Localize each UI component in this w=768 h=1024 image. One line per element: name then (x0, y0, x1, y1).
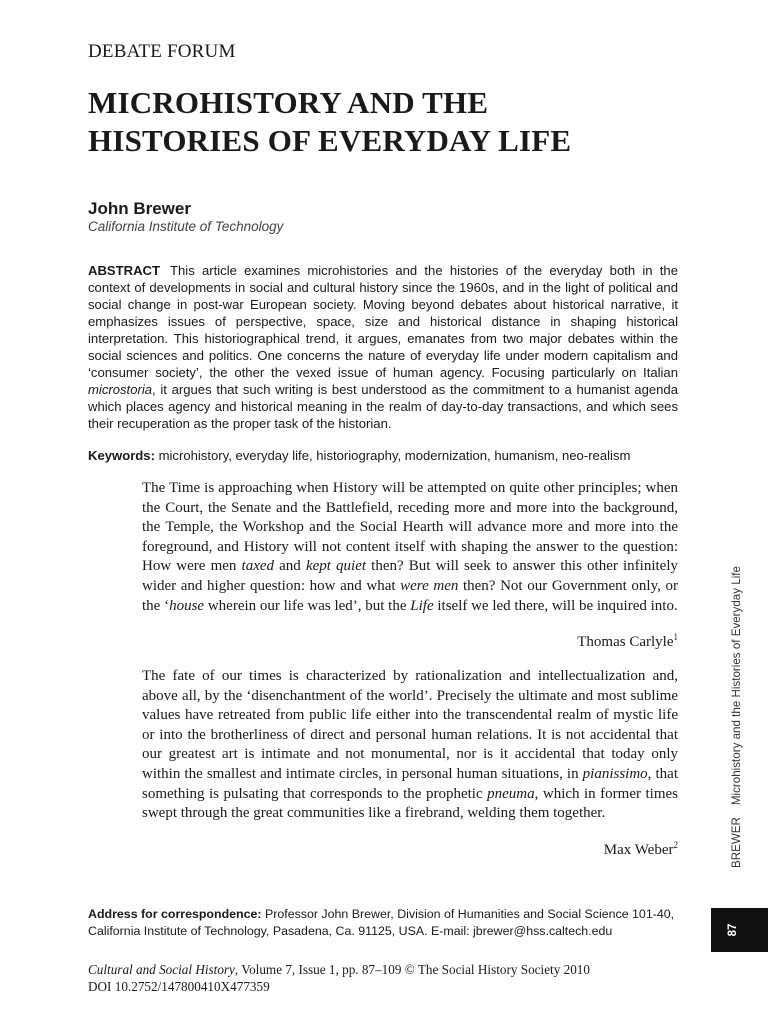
quote-text: then? Not our Government only, or the ‘ (142, 577, 678, 614)
page-number: 87 (727, 923, 739, 937)
title-line-2: HISTORIES OF EVERYDAY LIFE (88, 123, 572, 158)
quote-italic: Life (410, 597, 434, 614)
abstract-label: ABSTRACT (88, 263, 161, 278)
epigraph-attribution-weber (604, 842, 678, 859)
epigraph-carlyle (142, 479, 678, 616)
quote-italic: taxed (241, 558, 275, 575)
quote-text: and (274, 558, 306, 575)
quote-text: wherein our life was led’, but the (204, 597, 411, 614)
quote-text: then? But will seek to answer this other infinitely wider and higher question: how and what (142, 558, 678, 594)
title-line-1: MICROHISTORY AND THE (88, 85, 489, 120)
section-label: DEBATE FORUM (88, 41, 236, 62)
attribution-name: Thomas Carlyle (577, 634, 674, 650)
quote-text: , that something is pulsating that corresponds to the prophetic (142, 765, 678, 802)
author-affiliation: California Institute of Technology (88, 219, 284, 234)
abstract (88, 262, 678, 432)
doi: DOI 10.2752/147800410X477359 (88, 978, 270, 994)
quote-text: The Time is approaching when History will be attempted on quite other principles; when the Court, the Senate and the Battlefield, receding more and more into the background, the Temple, the Workshop and the Social Hearth will advance more and more into the foreground, and History will not content itself with shaping the answer to the question: How were men (142, 480, 678, 575)
article-title (88, 84, 688, 160)
citation-line (88, 962, 688, 979)
quote-text: itself we led there, will be inquired into. (433, 597, 678, 614)
running-head-author: BREWER (730, 817, 743, 868)
correspondence-label: Address for correspondence: (88, 907, 262, 921)
quote-text: , which in former times swept through the great communities like a firebrand, welding them together. (142, 785, 678, 822)
abstract-text-end: , it argues that such writing is best understood as the commitment to a humanist agenda which places agency and historical meaning in the realm of day-to-day transactions, and which sees their recuperation as the proper task of the historian. (88, 382, 678, 431)
quote-italic: pianissimo (582, 765, 648, 782)
attribution-name: Max Weber (603, 842, 674, 858)
epigraph-attribution-carlyle (577, 634, 678, 651)
keywords (88, 448, 688, 463)
running-head (728, 568, 746, 868)
epigraph-weber (142, 667, 678, 824)
running-head-title: Microhistory and the Histories of Everyday Life (730, 566, 743, 806)
author-name: John Brewer (88, 199, 191, 218)
footnote-ref[interactable]: 2 (673, 840, 678, 850)
correspondence-text: Professor John Brewer, Division of Humanities and Social Science 101-40, California Institute of Technology, Pasadena, Ca. 91125, USA. E-mail: jbrewer@hss.caltech.edu (88, 907, 675, 938)
quote-text: The fate of our times is characterized by rationalization and intellectualization and, above all, by the ‘disenchantment of the world’. Precisely the ultimate and most sublime values have retreated from public life either into the transcendental realm of mystic life or into the brotherliness of direct and personal human relations. It is not accidental that our greatest art is intimate and not monumental, nor is it accidental that today only within the smallest and intimate circles, in personal human situations, in (142, 668, 678, 782)
journal-name: Cultural and Social History (88, 962, 235, 977)
footnote-ref[interactable]: 1 (673, 632, 678, 642)
abstract-text: This article examines microhistories and the histories of the everyday both in the context of developments in social and cultural history since the 1960s, and in the light of political and social change in post-war European society. Moving beyond debates about historical narrative, it emphasizes issues of perspective, space, size and historical distance in shaping historical interpretation. This historiographical trend, it argues, emanates from two major debates within the social sciences and politics. One concerns the nature of everyday life under modern capitalism and ‘consumer society’, the other the vexed issue of human agency. Focusing particularly on Italian (88, 263, 678, 380)
correspondence-address (88, 906, 684, 939)
journal-citation: , Volume 7, Issue 1, pp. 87–109 © The Social History Society 2010 (234, 962, 590, 977)
quote-italic: kept quiet (305, 558, 367, 575)
keywords-label: Keywords: (88, 448, 155, 463)
quote-italic: pneuma (487, 785, 535, 802)
quote-italic: house (169, 597, 205, 614)
abstract-italic-term: microstoria (88, 382, 153, 397)
keywords-text: microhistory, everyday life, historiography, modernization, humanism, neo-realism (158, 448, 631, 463)
citation-footer (88, 962, 688, 995)
quote-italic: were men (400, 577, 459, 594)
